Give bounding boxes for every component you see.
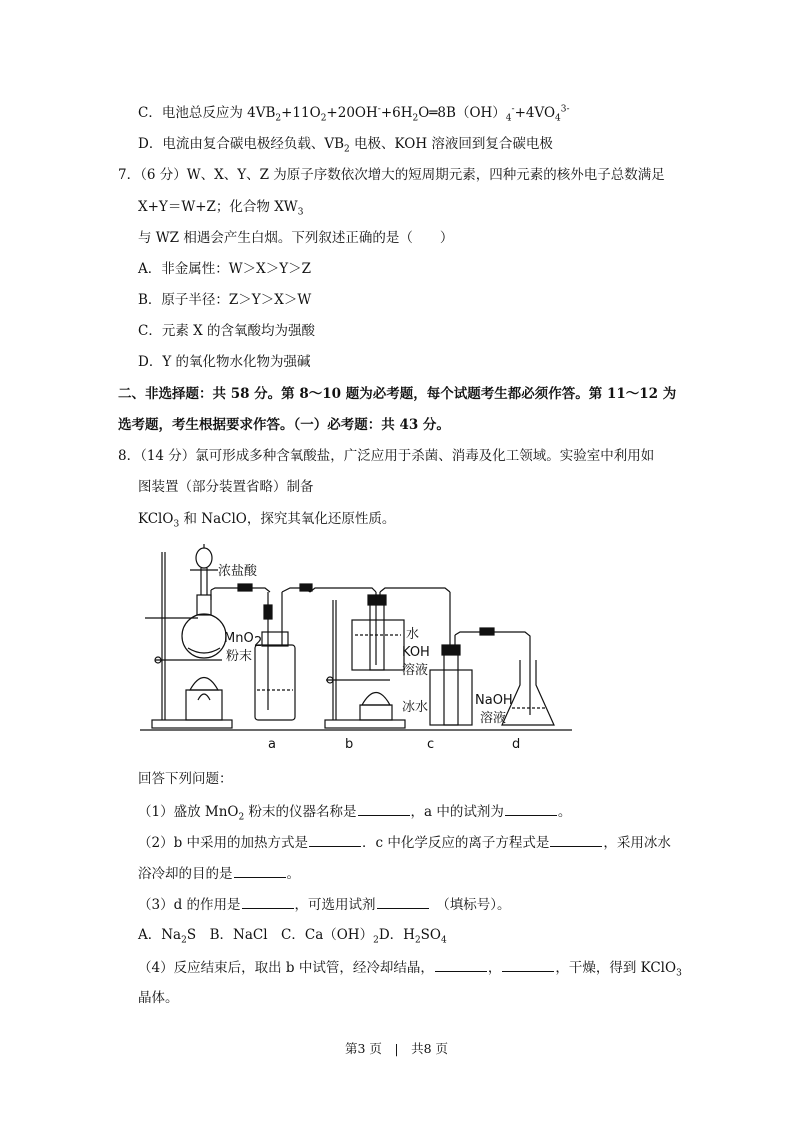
wash-bottle-a [255, 645, 295, 720]
q6-option-c-text: C．电池总反应为 4VB [138, 105, 276, 121]
q8-part4-line2: 晶体。 [138, 990, 179, 1006]
label-mno2: MnO [224, 631, 254, 646]
alcohol-lamp-1 [190, 678, 218, 691]
q7-option-d[interactable]: D．Y 的氧化物水化物为强碱 [138, 354, 311, 370]
answer-blank[interactable] [358, 802, 410, 816]
apparatus-diagram [140, 540, 575, 755]
label-d: d [512, 737, 521, 752]
q8-part1: （1）盛放 MnO$_2$ 粉末的仪器名称是 ，a 中的试剂为 。 [138, 804, 572, 823]
q7-stem-line1: 7．（6 分）W、X、Y、Z 为原子序数依次增大的短周期元素，四种元素的核外电子总数满足 [118, 167, 665, 183]
answer-blank[interactable] [242, 895, 294, 909]
label-water: 水 [406, 627, 420, 642]
apparatus-figure [140, 540, 575, 755]
round-bottom-flask-icon [182, 614, 226, 658]
stand-base-1 [152, 720, 232, 728]
q8-part2-line2: 浴冷却的目的是 。 [138, 866, 300, 882]
separatory-funnel-icon [196, 548, 212, 568]
label-naoh-solution: 溶液 [480, 711, 507, 726]
q7-stem-line2: X+Y＝W+Z；化合物 $XW_3$ [138, 199, 304, 218]
q8-stem-line3: KClO$_3$ 和 NaClO，探究其氧化还原性质。 [138, 511, 396, 530]
section2-heading-line1: 二、非选择题：共 58 分。第 8～10 题为必考题，每个试题考生都必须作答。第 11～12 为 [118, 386, 677, 402]
answer-blank[interactable] [377, 895, 429, 909]
section2-heading-line2: 选考题，考生根据要求作答。（一）必考题：共 43 分。 [118, 417, 450, 433]
answer-blank[interactable] [550, 833, 602, 847]
svg-text:2: 2 [254, 635, 263, 650]
label-a: a [268, 737, 276, 752]
q8-stem-line2: 图装置（部分装置省略）制备 [138, 479, 314, 495]
q8-part3-options[interactable]: A．$Na_2S$ B．NaCl C．$Ca(OH)_2D$．$H_2SO_4$ [138, 927, 447, 946]
q8-part3: （3）d 的作用是 ，可选用试剂 （填标号）。 [138, 897, 511, 913]
answer-blank[interactable] [505, 802, 557, 816]
label-ice-water: 冰水 [402, 700, 429, 715]
label-naoh: NaOH [475, 693, 513, 708]
q8-part4-line1: （4）反应结束后，取出 b 中试管，经冷却结晶， ， ，干燥，得到 KClO$_3$ [138, 960, 682, 979]
label-c: c [427, 737, 435, 752]
answer-blank[interactable] [309, 833, 361, 847]
water-bath-beaker-b [352, 620, 404, 670]
label-koh-solution: 溶液 [402, 663, 429, 678]
ice-bath-beaker-c [430, 670, 472, 725]
page-footer: 第3 页 | 共8 页 [344, 1041, 449, 1056]
label-powder: 粉末 [226, 649, 253, 664]
q8-prompt: 回答下列问题： [138, 771, 233, 787]
q8-part2-line1: （2）b 中采用的加热方式是 ．c 中化学反应的离子方程式是 ，采用冰水 [138, 835, 671, 851]
stand-base-2 [325, 720, 405, 728]
q8-stem-line1: 8．（14 分）氯可形成多种含氧酸盐，广泛应用于杀菌、消毒及化工领域。实验室中利用如 [118, 448, 655, 464]
answer-blank[interactable] [502, 958, 554, 972]
label-koh: KOH [402, 645, 430, 660]
q7-option-a[interactable]: A．非金属性：W＞X＞Y＞Z [138, 261, 312, 277]
q6-option-d[interactable]: D．电流由复合碳电极经负载、$VB_2$ 电极、KOH 溶液回到复合碳电极 [138, 136, 553, 155]
q7-option-c[interactable]: C．元素 X 的含氧酸均为强酸 [138, 323, 316, 339]
q7-stem-line3: 与 WZ 相遇会产生白烟。下列叙述正确的是（ ） [138, 230, 454, 246]
answer-blank[interactable] [435, 958, 487, 972]
alcohol-lamp-2 [362, 693, 390, 706]
answer-blank[interactable] [234, 864, 286, 878]
test-tube-c [444, 650, 458, 725]
label-b: b [345, 737, 354, 752]
q7-option-b[interactable]: B．原子半径：Z＞Y＞X＞W [138, 292, 312, 308]
q6-option-c[interactable]: C．电池总反应为 $4VB_2+11O_2+20OH^-+6H_2O═8B(OH)_4^-+4VO_4^{3-}$ [138, 104, 570, 124]
label-conc-hcl: 浓盐酸 [218, 564, 258, 579]
